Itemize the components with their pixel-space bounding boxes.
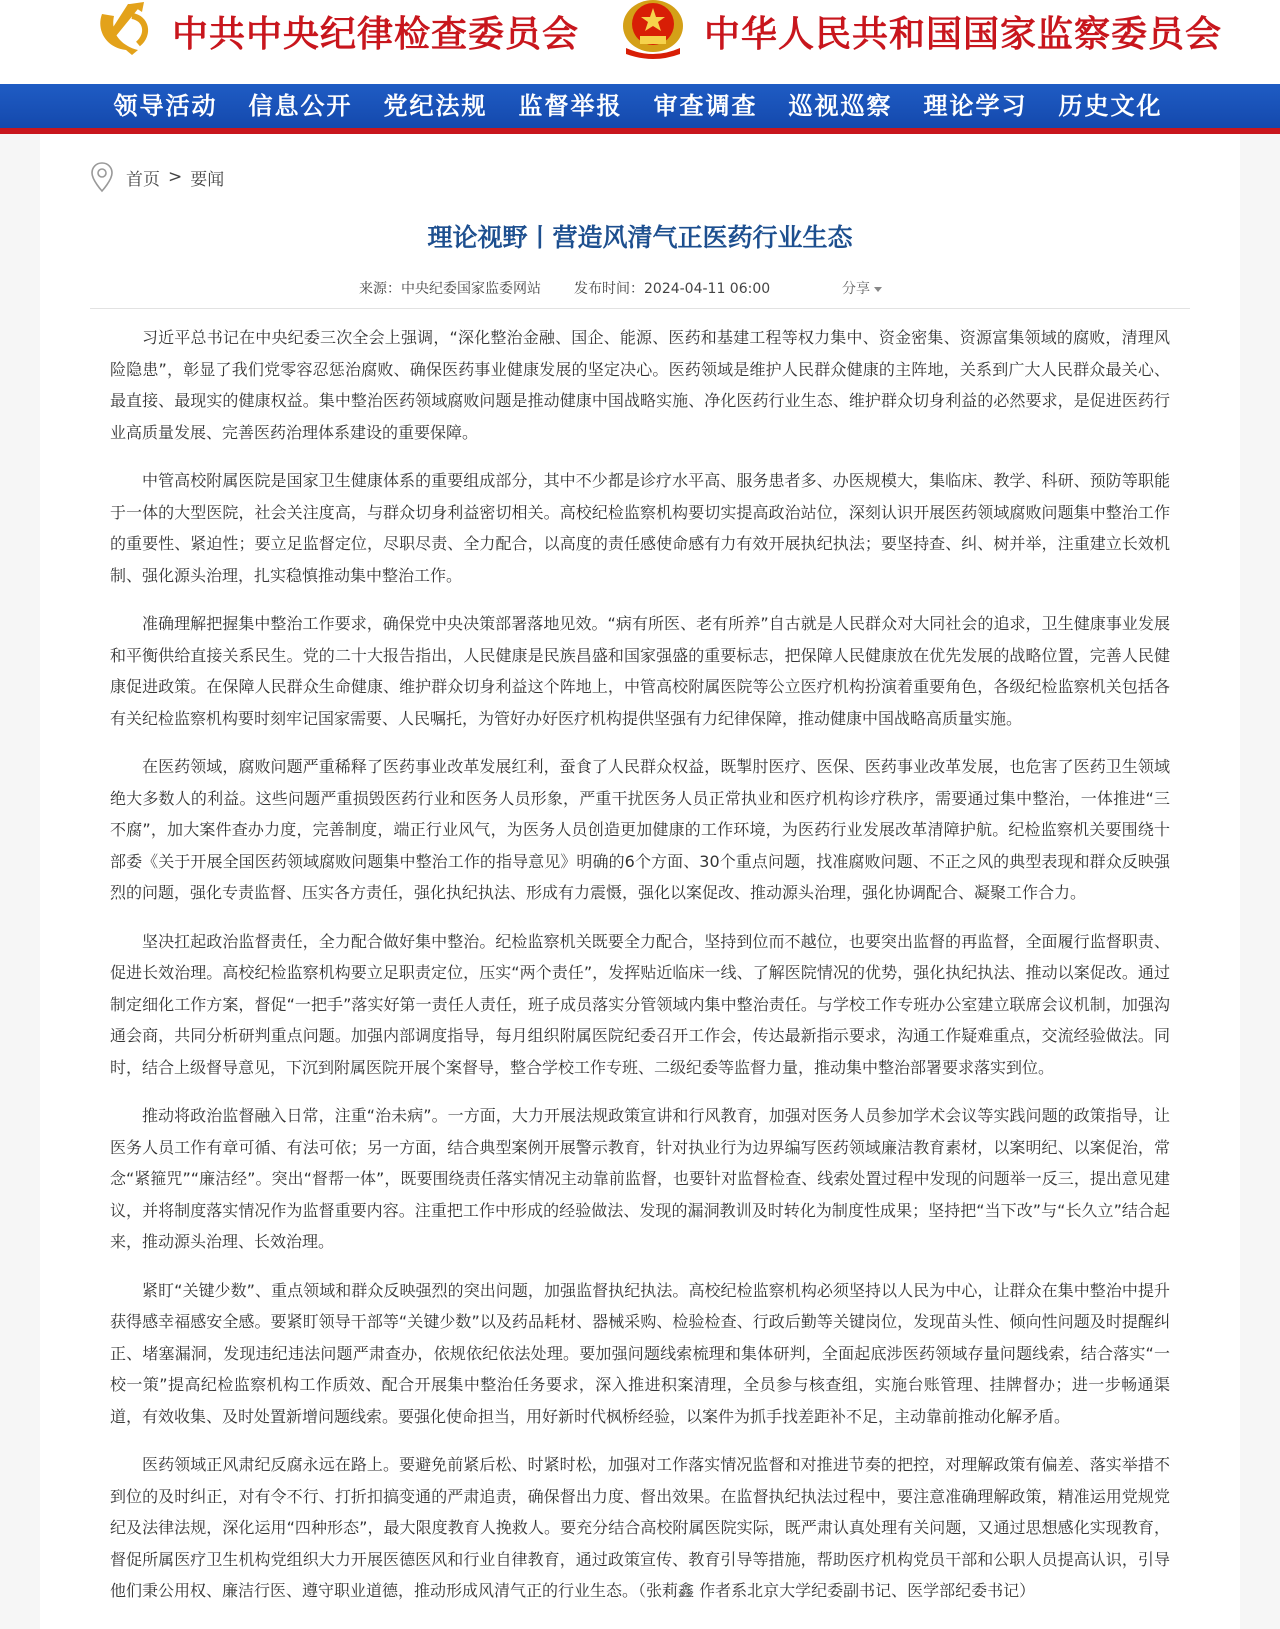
breadcrumb-current[interactable]: 要闻 <box>190 169 225 190</box>
nav-item-leadership[interactable]: 领导活动 <box>113 91 218 120</box>
divider <box>90 308 1190 309</box>
party-emblem-icon <box>92 0 156 56</box>
article-meta <box>40 278 1240 302</box>
org-title-party: 中共中央纪律检查委员会 <box>172 13 580 55</box>
breadcrumb-separator: > <box>168 167 183 187</box>
org-title-state: 中华人民共和国国家监察委员会 <box>704 13 1223 55</box>
nav-item-theory[interactable]: 理论学习 <box>923 91 1028 120</box>
article-paragraph: 推动将政治监督融入日常，注重“治未病”。一方面，大力开展法规政策宣讲和行风教育，加强对医务人员参加学术会议等实践问题的政策指导，让医务人员工作有章可循、有法可依；另一方面，结合典型案例开展警示教育，针对执业行为边界编写医药领域廉洁教育素材，以案明纪、以案促治，常念“紧箍咒”“廉洁经”。突出“督帮一体”，既要围绕责任落实情况主动靠前监督，也要针对监督检查、线索处置过程中发现的问题举一反三，提出意见建议，并将制度落实情况作为监督重要内容。注重把工作中形成的经验做法、发现的漏洞教训及时转化为制度性成果；坚持把“当下改”与“长久立”结合起来，推动源头治理、长效治理。 <box>110 1106 1170 1251</box>
article-title: 理论视野丨营造风清气正医药行业生态 <box>427 223 853 252</box>
national-emblem-icon <box>618 0 688 60</box>
nav-item-regulations[interactable]: 党纪法规 <box>383 91 488 120</box>
article-paragraph: 中管高校附属医院是国家卫生健康体系的重要组成部分，其中不少都是诊疗水平高、服务患者多、办医规模大，集临床、教学、科研、预防等职能于一体的大型医院，社会关注度高，与群众切身利益密切相关。高校纪检监察机构要切实提高政治站位，深刻认识开展医药领域腐败问题集中整治工作的重要性、紧迫性；要立足监督定位，尽职尽责、全力配合，以高度的责任感使命感有力有效开展执纪执法；要坚持查、纠、树并举，注重建立长效机制、强化源头治理，扎实稳慎推动集中整治工作。 <box>110 471 1170 585</box>
article-paragraph: 习近平总书记在中央纪委三次全会上强调，“深化整治金融、国企、能源、医药和基建工程等权力集中、资金密集、资源富集领域的腐败，清理风险隐患”，彰显了我们党零容忍惩治腐败、确保医药事业健康发展的坚定决心。医药领域是维护人民群众健康的主阵地，关系到广大人民群众最关心、最直接、最现实的健康权益。集中整治医药领域腐败问题是推动健康中国战略实施、净化医药行业生态、维护群众切身利益的必然要求，是促进医药行业高质量发展、完善医药治理体系建设的重要保障。 <box>110 328 1170 442</box>
article-paragraph: 坚决扛起政治监督责任，全力配合做好集中整治。纪检监察机关既要全力配合，坚持到位而不越位，也要突出监督的再监督，全面履行监督职责、促进长效治理。高校纪检监察机构要立足职责定位，压实“两个责任”，发挥贴近临床一线、了解医院情况的优势，强化执纪执法、推动以案促改。通过制定细化工作方案，督促“一把手”落实好第一责任人责任，班子成员落实分管领域内集中整治责任。与学校工作专班办公室建立联席会议机制，加强沟通会商，共同分析研判重点问题。加强内部调度指导，每月组织附属医院纪委召开工作会，传达最新指示要求，沟通工作疑难重点，交流经验做法。同时，结合上级督导意见，下沉到附属医院开展个案督导，整合学校工作专班、二级纪委等监督力量，推动集中整治部署要求落实到位。 <box>110 931 1170 1077</box>
article-container <box>40 134 1240 1629</box>
article-paragraph: 在医药领域，腐败问题严重稀释了医药事业改革发展红利，蚕食了人民群众权益，既掣肘医疗、医保、医药事业改革发展，也危害了医药卫生领域绝大多数人的利益。这些问题严重损毁医药行业和医务人员形象，严重干扰医务人员正常执业和医疗机构诊疗秩序，需要通过集中整治，一体推进“三不腐”，加大案件查办力度，完善制度，端正行业风气，为医务人员创造更加健康的工作环境，为医药行业发展改革清障护航。纪检监察机关要围绕十部委《关于开展全国医药领域腐败问题集中整治工作的指导意见》明确的6个方面、30个重点问题，找准腐败问题、不正之风的典型表现和群众反映强烈的问题，强化专责监督、压实各方责任，强化执纪执法、形成有力震慑，强化以案促改、推动源头治理，强化协调配合、凝聚工作合力。 <box>110 757 1170 902</box>
article-paragraph: 准确理解把握集中整治工作要求，确保党中央决策部署落地见效。“病有所医、老有所养”自古就是人民群众对大同社会的追求，卫生健康事业发展和平衡供给直接关系民生。党的二十大报告指出，人民健康是民族昌盛和国家强盛的重要标志，把保障人民健康放在优先发展的战略位置，完善人民健康促进政策。在保障人民群众生命健康、维护群众切身利益这个阵地上，中管高校附属医院等公立医疗机构扮演着重要角色，各级纪检监察机关包括各有关纪检监察机构要时刻牢记国家需要、人民嘱托，为管好办好医疗机构提供坚强有力纪律保障，推动健康中国战略高质量实施。 <box>110 614 1170 728</box>
nav-item-investigation[interactable]: 审查调查 <box>653 91 758 120</box>
article-publish-time: 发布时间：2024-04-11 06:00 <box>574 281 771 297</box>
breadcrumb-home-link[interactable]: 首页 <box>126 169 160 190</box>
breadcrumb <box>90 162 224 192</box>
article-paragraph: 紧盯“关键少数”、重点领域和群众反映强烈的突出问题，加强监督执纪执法。高校纪检监察机构必须坚持以人民为中心，让群众在集中整治中提升获得感幸福感安全感。要紧盯领导干部等“关键少数”以及药品耗材、器械采购、检验检查、行政后勤等关键岗位，发现苗头性、倾向性问题及时提醒纠正、堵塞漏洞，发现违纪违法问题严肃查办，依规依纪依法处理。要加强问题线索梳理和集体研判，全面起底涉医药领域存量问题线索，结合落实“一校一策”提高纪检监察机构工作质效、配合开展集中整治任务要求，深入推进积案清理，全员参与核查组，实施台账管理、挂牌督办；进一步畅通渠道，有效收集、及时处置新增问题线索。要强化使命担当，用好新时代枫桥经验，以案件为抓手找差距补不足，主动靠前推动化解矛盾。 <box>110 1280 1170 1426</box>
nav-item-disclosure[interactable]: 信息公开 <box>248 91 353 120</box>
main-nav <box>0 84 1280 128</box>
share-button[interactable] <box>842 278 882 298</box>
article-source: 来源：中央纪委国家监委网站 <box>359 281 541 297</box>
site-header <box>0 0 1280 84</box>
article-body <box>110 322 1170 1624</box>
share-label: 分享 <box>842 281 870 297</box>
nav-item-history[interactable]: 历史文化 <box>1058 91 1163 120</box>
article-paragraph: 医药领域正风肃纪反腐永远在路上。要避免前紧后松、时紧时松，加强对工作落实情况监督和对推进节奏的把控，对理解政策有偏差、落实举措不到位的及时纠正，对有令不行、打折扣搞变通的严肃追责，确保督出力度、督出效果。在监督执纪执法过程中，要注意准确理解政策，精准运用党规党纪及法律法规，深化运用“四种形态”，最大限度教育人挽救人。要充分结合高校附属医院实际，既严肃认真处理有关问题，又通过思想感化实现教育，督促所属医疗卫生机构党组织大力开展医德医风和行业自律教育，通过政策宣传、教育引导等措施，帮助医疗机构党员干部和公职人员提高认识，引导他们秉公用权、廉洁行医、遵守职业道德，推动形成风清气正的行业生态。（张莉鑫 作者系北京大学纪委副书记、医学部纪委书记） <box>110 1455 1170 1600</box>
nav-item-reporting[interactable]: 监督举报 <box>518 91 623 120</box>
caret-down-icon <box>874 287 882 292</box>
location-pin-icon <box>90 161 114 193</box>
nav-item-inspection[interactable]: 巡视巡察 <box>788 91 893 120</box>
